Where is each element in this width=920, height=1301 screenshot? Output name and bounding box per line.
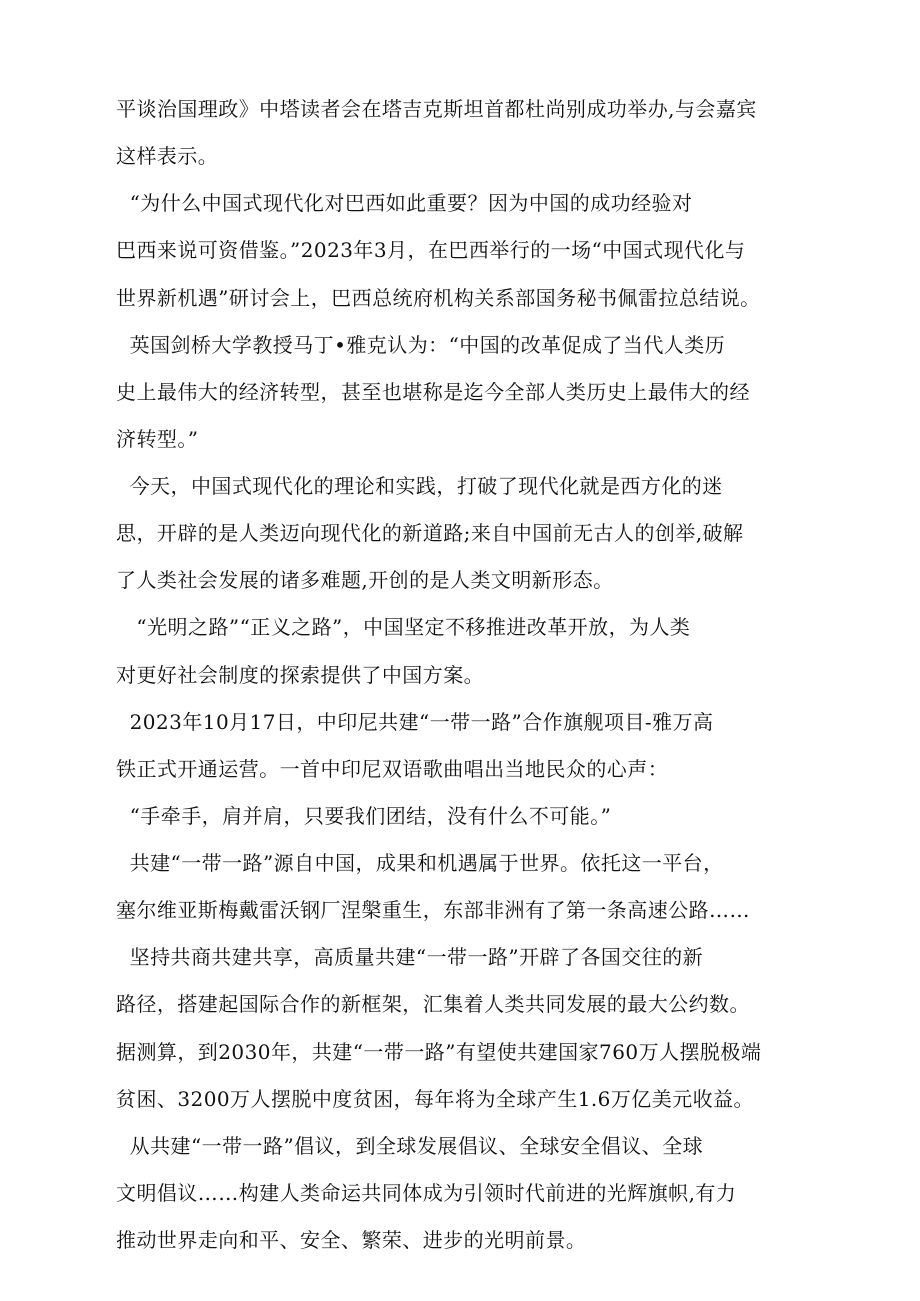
text-line: “光明之路”“正义之路”，中国坚定不移推进改革开放，为人类 bbox=[116, 615, 691, 640]
text-line: 坚持共商共建共享，高质量共建“一带一路”开辟了各国交往的新 bbox=[116, 945, 704, 970]
text-line: 巴西来说可资借鉴。”2023年3月，在巴西举行的一场“中国式现代化与 bbox=[116, 238, 746, 263]
text-line: 2023年10月17日，中印尼共建“一带一路”合作旗舰项目-雅万高 bbox=[116, 709, 714, 734]
text-line: “为什么中国式现代化对巴西如此重要？因为中国的成功经验对 bbox=[116, 191, 693, 216]
text-line: 世界新机遇”研讨会上，巴西总统府机构关系部国务秘书佩雷拉总结说。 bbox=[116, 285, 761, 310]
text-line: 对更好社会制度的探索提供了中国方案。 bbox=[116, 662, 485, 687]
text-line: 路径，搭建起国际合作的新框架，汇集着人类共同发展的最大公约数。 bbox=[116, 992, 750, 1017]
text-line: 了人类社会发展的诸多难题,开创的是人类文明新形态。 bbox=[116, 568, 614, 593]
text-line: 英国剑桥大学教授马丁•雅克认为：“中国的改革促成了当代人类历 bbox=[116, 332, 726, 357]
text-line: “手牵手，肩并肩，只要我们团结，没有什么不可能。” bbox=[116, 803, 612, 828]
text-line: 铁正式开通运营。一首中印尼双语歌曲唱出当地民众的心声： bbox=[116, 756, 669, 781]
text-line: 共建“一带一路”源自中国，成果和机遇属于世界。依托这一平台， bbox=[116, 851, 724, 875]
text-line: 济转型。” bbox=[116, 426, 199, 451]
text-line: 史上最伟大的经济转型，甚至也堪称是迄今全部人类历史上最伟大的经 bbox=[116, 379, 750, 404]
text-line: 文明倡议……构建人类命运共同体成为引领时代前进的光辉旗帜,有力 bbox=[116, 1180, 737, 1205]
text-line: 平谈治国理政》中塔读者会在塔吉克斯坦首都杜尚别成功举办,与会嘉宾 bbox=[116, 97, 757, 121]
text-line: 贫困、3200万人摆脱中度贫困，每年将为全球产生1.6万亿美元收益。 bbox=[116, 1086, 755, 1111]
text-line: 今天，中国式现代化的理论和实践，打破了现代化就是西方化的迷 bbox=[116, 474, 723, 498]
text-line: 这样表示。 bbox=[116, 144, 219, 169]
text-line: 推动世界走向和平、安全、繁荣、进步的光明前景。 bbox=[116, 1228, 587, 1252]
text-line: 从共建“一带一路”倡议，到全球发展倡议、全球安全倡议、全球 bbox=[116, 1133, 704, 1158]
text-line: 思，开辟的是人类迈向现代化的新道路;来自中国前无古人的创举,破解 bbox=[116, 521, 744, 546]
article-body bbox=[116, 93, 836, 1271]
text-line: 据测算，到2030年，共建“一带一路”有望使共建国家760万人摆脱极端 bbox=[116, 1039, 762, 1064]
text-line: 塞尔维亚斯梅戴雷沃钢厂涅槃重生，东部非洲有了第一条高速公路…… bbox=[116, 898, 750, 923]
